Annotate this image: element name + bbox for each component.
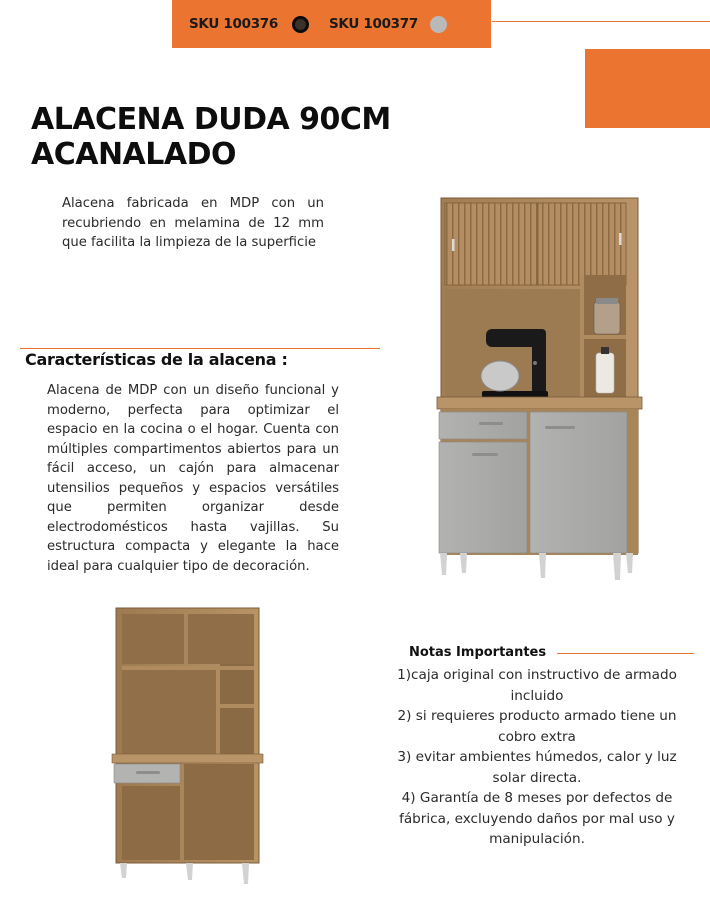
page-title bbox=[31, 102, 451, 172]
note-item-1: 1)caja original con instructivo de armado incluido bbox=[397, 667, 677, 704]
cabinet-closed-image bbox=[434, 195, 646, 587]
note-item-2: 2) si requieres producto armado tiene un cobro extra bbox=[397, 708, 677, 745]
sku-label-1: SKU 100376 bbox=[189, 16, 278, 32]
sku-banner bbox=[172, 0, 491, 48]
note-item-4: 4) Garantía de 8 meses por defectos de fábrica, excluyendo daños por mal uso y manipulación. bbox=[399, 790, 675, 847]
accent-block bbox=[585, 49, 710, 128]
title-line-2: ACANALADO bbox=[31, 137, 237, 172]
color-swatch-dark[interactable] bbox=[292, 16, 309, 33]
title-line-1: ALACENA DUDA 90CM bbox=[31, 102, 391, 137]
notes-heading: Notas Importantes bbox=[409, 645, 547, 660]
note-item-3: 3) evitar ambientes húmedos, calor y luz solar directa. bbox=[397, 749, 677, 786]
sku-label-2: SKU 100377 bbox=[328, 16, 418, 32]
header-divider bbox=[492, 21, 710, 22]
notes-divider bbox=[557, 653, 694, 654]
cabinet-open-image bbox=[108, 604, 266, 886]
features-heading: Características de la alacena : bbox=[25, 350, 288, 369]
notes-list bbox=[381, 665, 693, 850]
features-paragraph: Alacena de MDP con un diseño funcional y moderno, perfecta para optimizar el espacio en la cocina o el hogar. Cuenta con múltiples compartimentos abiertos para un fácil acceso, un cajón para almacenar utensilios pequeños y espacios versátiles que permiten organizar desde electrodomésticos hasta vajillas. Su estructura compacta y elegante la hace ideal para cualquier tipo de decoración. bbox=[47, 383, 339, 574]
intro-paragraph: Alacena fabricada en MDP con un recubriendo en melamina de 12 mm que facilita la limpieza de la superficie bbox=[62, 196, 324, 250]
color-swatch-grey[interactable] bbox=[430, 16, 447, 33]
features-divider bbox=[20, 348, 380, 349]
